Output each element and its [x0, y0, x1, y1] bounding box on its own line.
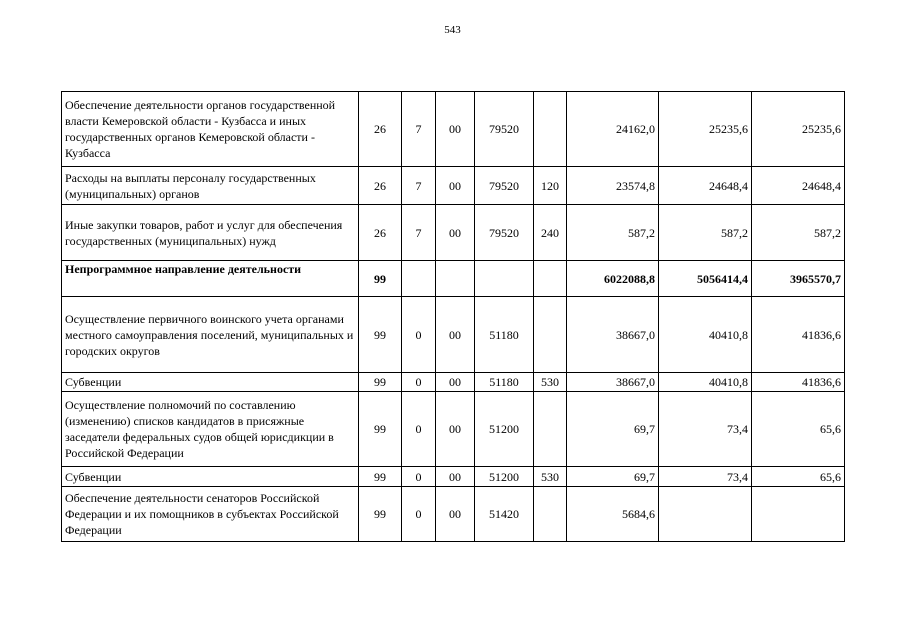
row-sum-2: 40410,8 — [659, 297, 752, 373]
row-cs: 51200 — [475, 467, 534, 487]
row-ved: 26 — [359, 205, 402, 261]
row-vr — [534, 261, 567, 297]
row-sum-3: 3965570,7 — [752, 261, 845, 297]
row-rz — [402, 261, 436, 297]
row-vr: 530 — [534, 467, 567, 487]
row-vr — [534, 297, 567, 373]
table-row — [62, 467, 845, 487]
row-name: Обеспечение деятельности органов государственной власти Кемеровской области - Кузбасса и иных государственных органов Кемеровской области - Кузбасса — [62, 92, 359, 167]
row-pr: 00 — [436, 392, 475, 467]
row-pr — [436, 261, 475, 297]
row-name: Осуществление первичного воинского учета органами местного самоуправления поселений, муниципальных и городских округов — [62, 297, 359, 373]
row-pr: 00 — [436, 373, 475, 392]
row-ved: 99 — [359, 297, 402, 373]
table-row — [62, 167, 845, 205]
row-ved: 99 — [359, 392, 402, 467]
row-sum-1: 69,7 — [567, 392, 659, 467]
row-sum-2: 24648,4 — [659, 167, 752, 205]
row-sum-3 — [752, 487, 845, 542]
row-cs: 51180 — [475, 297, 534, 373]
row-sum-3: 587,2 — [752, 205, 845, 261]
row-sum-1: 6022088,8 — [567, 261, 659, 297]
row-sum-3: 65,6 — [752, 467, 845, 487]
row-cs: 79520 — [475, 205, 534, 261]
row-name: Непрограммное направление деятельности — [62, 261, 359, 297]
row-ved: 99 — [359, 261, 402, 297]
row-ved: 26 — [359, 167, 402, 205]
row-sum-1: 587,2 — [567, 205, 659, 261]
row-sum-1: 23574,8 — [567, 167, 659, 205]
row-vr — [534, 92, 567, 167]
table-row — [62, 297, 845, 373]
row-rz: 7 — [402, 167, 436, 205]
row-cs: 79520 — [475, 167, 534, 205]
row-cs: 51180 — [475, 373, 534, 392]
row-sum-3: 41836,6 — [752, 297, 845, 373]
row-rz: 0 — [402, 373, 436, 392]
row-sum-2: 587,2 — [659, 205, 752, 261]
row-rz: 7 — [402, 205, 436, 261]
row-pr: 00 — [436, 467, 475, 487]
row-cs — [475, 261, 534, 297]
row-vr — [534, 392, 567, 467]
row-cs: 51200 — [475, 392, 534, 467]
row-pr: 00 — [436, 297, 475, 373]
row-pr: 00 — [436, 205, 475, 261]
row-vr: 120 — [534, 167, 567, 205]
row-sum-2: 73,4 — [659, 392, 752, 467]
row-sum-1: 5684,6 — [567, 487, 659, 542]
row-sum-3: 65,6 — [752, 392, 845, 467]
row-sum-3: 24648,4 — [752, 167, 845, 205]
row-rz: 0 — [402, 487, 436, 542]
table-row — [62, 205, 845, 261]
row-sum-3: 41836,6 — [752, 373, 845, 392]
row-pr: 00 — [436, 487, 475, 542]
row-name: Расходы на выплаты персоналу государственных (муниципальных) органов — [62, 167, 359, 205]
row-name: Осуществление полномочий по составлению (изменению) списков кандидатов в присяжные заседатели федеральных судов общей юрисдикции в Российской Федерации — [62, 392, 359, 467]
row-ved: 99 — [359, 487, 402, 542]
row-ved: 99 — [359, 373, 402, 392]
row-name: Субвенции — [62, 373, 359, 392]
row-pr: 00 — [436, 92, 475, 167]
row-sum-2: 5056414,4 — [659, 261, 752, 297]
row-vr: 240 — [534, 205, 567, 261]
table-row — [62, 373, 845, 392]
table-row — [62, 261, 845, 297]
row-sum-2: 40410,8 — [659, 373, 752, 392]
table-row — [62, 92, 845, 167]
row-pr: 00 — [436, 167, 475, 205]
row-vr: 530 — [534, 373, 567, 392]
page-number: 543 — [444, 24, 461, 36]
row-name: Обеспечение деятельности сенаторов Российской Федерации и их помощников в субъектах Российской Федерации — [62, 487, 359, 542]
row-sum-2 — [659, 487, 752, 542]
row-sum-1: 24162,0 — [567, 92, 659, 167]
row-sum-3: 25235,6 — [752, 92, 845, 167]
row-sum-2: 73,4 — [659, 467, 752, 487]
row-rz: 7 — [402, 92, 436, 167]
row-sum-1: 69,7 — [567, 467, 659, 487]
row-sum-1: 38667,0 — [567, 373, 659, 392]
row-sum-1: 38667,0 — [567, 297, 659, 373]
row-cs: 51420 — [475, 487, 534, 542]
budget-table — [61, 91, 845, 542]
table-row — [62, 487, 845, 542]
table-body — [62, 92, 845, 542]
row-vr — [534, 487, 567, 542]
row-rz: 0 — [402, 392, 436, 467]
row-ved: 99 — [359, 467, 402, 487]
row-name: Иные закупки товаров, работ и услуг для обеспечения государственных (муниципальных) нужд — [62, 205, 359, 261]
table-row — [62, 392, 845, 467]
row-rz: 0 — [402, 297, 436, 373]
row-ved: 26 — [359, 92, 402, 167]
row-rz: 0 — [402, 467, 436, 487]
row-cs: 79520 — [475, 92, 534, 167]
row-name: Субвенции — [62, 467, 359, 487]
row-sum-2: 25235,6 — [659, 92, 752, 167]
